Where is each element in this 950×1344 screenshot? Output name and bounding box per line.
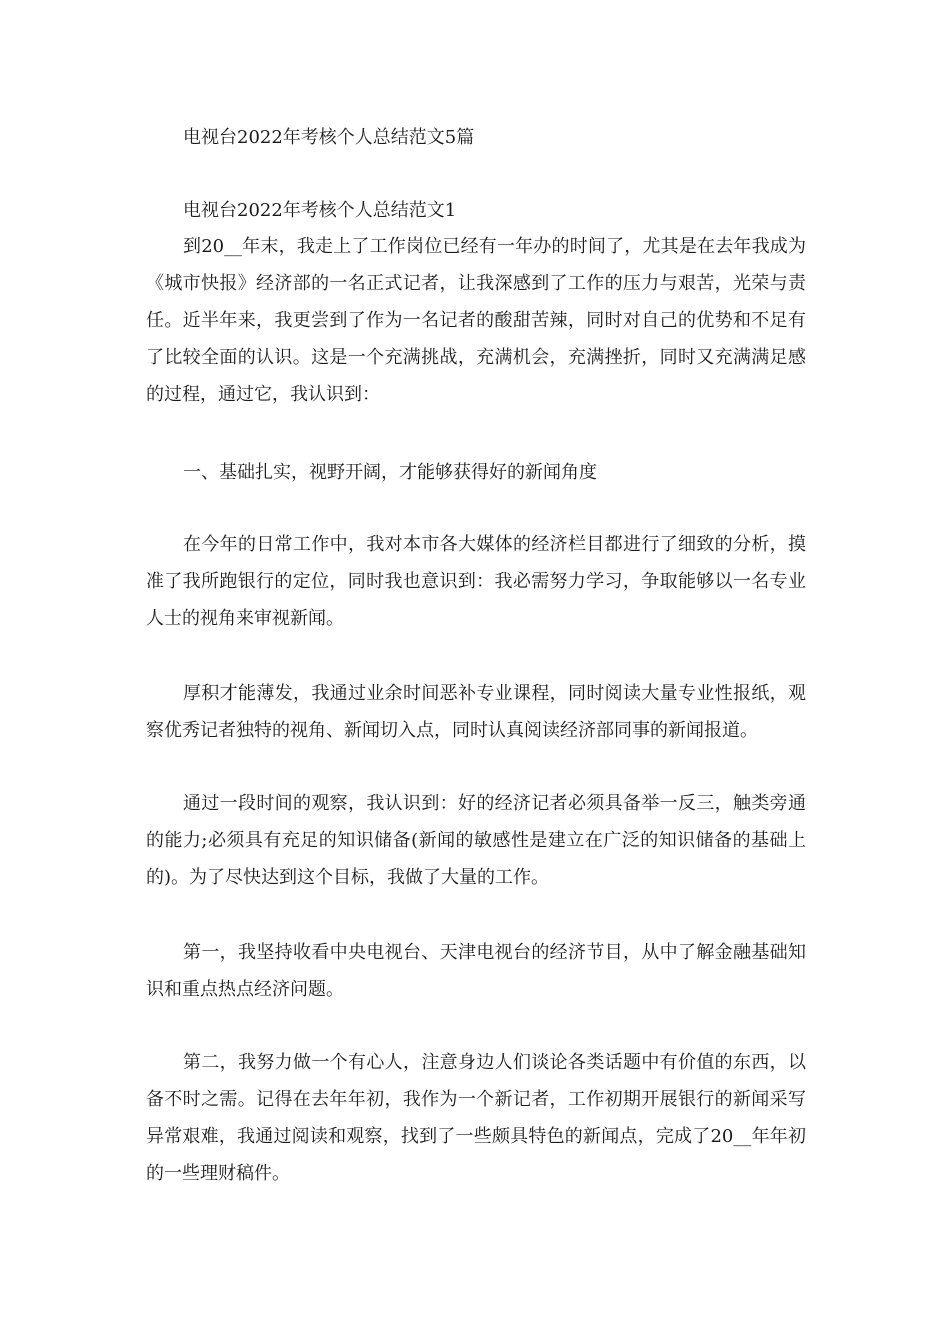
document-title: 电视台2022年考核个人总结范文5篇 [183,127,475,148]
section-heading-1: 一、基础扎实，视野开阔，才能够获得好的新闻角度 [183,462,597,483]
paragraph-5: 第一，我坚持收看中央电视台、天津电视台的经济节目，从中了解金融基础知识和重点热点经济问题。 [146,942,806,1000]
paragraph-3: 厚积才能薄发，我通过业余时间恶补专业课程，同时阅读大量专业性报纸，观察优秀记者独特的视角、新闻切入点，同时认真阅读经济部同事的新闻报道。 [146,683,806,741]
paragraph-intro: 到20__年末，我走上了工作岗位已经有一年办的时间了，尤其是在去年我成为《城市快报》经济部的一名正式记者，让我深感到了工作的压力与艰苦，光荣与责任。近半年来，我更尝到了作为一名记者的酸甜苦辣，同时对自己的优势和不足有了比较全面的认识。这是一个充满挑战，充满机会，充满挫折，同时又充满满足感的过程，通过它，我认识到： [146,236,806,405]
paragraph-2: 在今年的日常工作中，我对本市各大媒体的经济栏目都进行了细致的分析，摸准了我所跑银行的定位，同时我也意识到：我必需努力学习，争取能够以一名专业人士的视角来审视新闻。 [146,534,806,629]
document-subtitle: 电视台2022年考核个人总结范文1 [183,200,457,221]
paragraph-4: 通过一段时间的观察，我认识到：好的经济记者必须具备举一反三，触类旁通的能力;必须具有充足的知识储备(新闻的敏感性是建立在广泛的知识储备的基础上的)。为了尽快达到这个目标，我做了大量的工作。 [146,793,806,888]
paragraph-6: 第二，我努力做一个有心人，注意身边人们谈论各类话题中有价值的东西，以备不时之需。记得在去年年初，我作为一个新记者，工作初期开展银行的新闻采写异常艰难，我通过阅读和观察，找到了一些颇具特色的新闻点，完成了20__年年初的一些理财稿件。 [146,1052,806,1184]
